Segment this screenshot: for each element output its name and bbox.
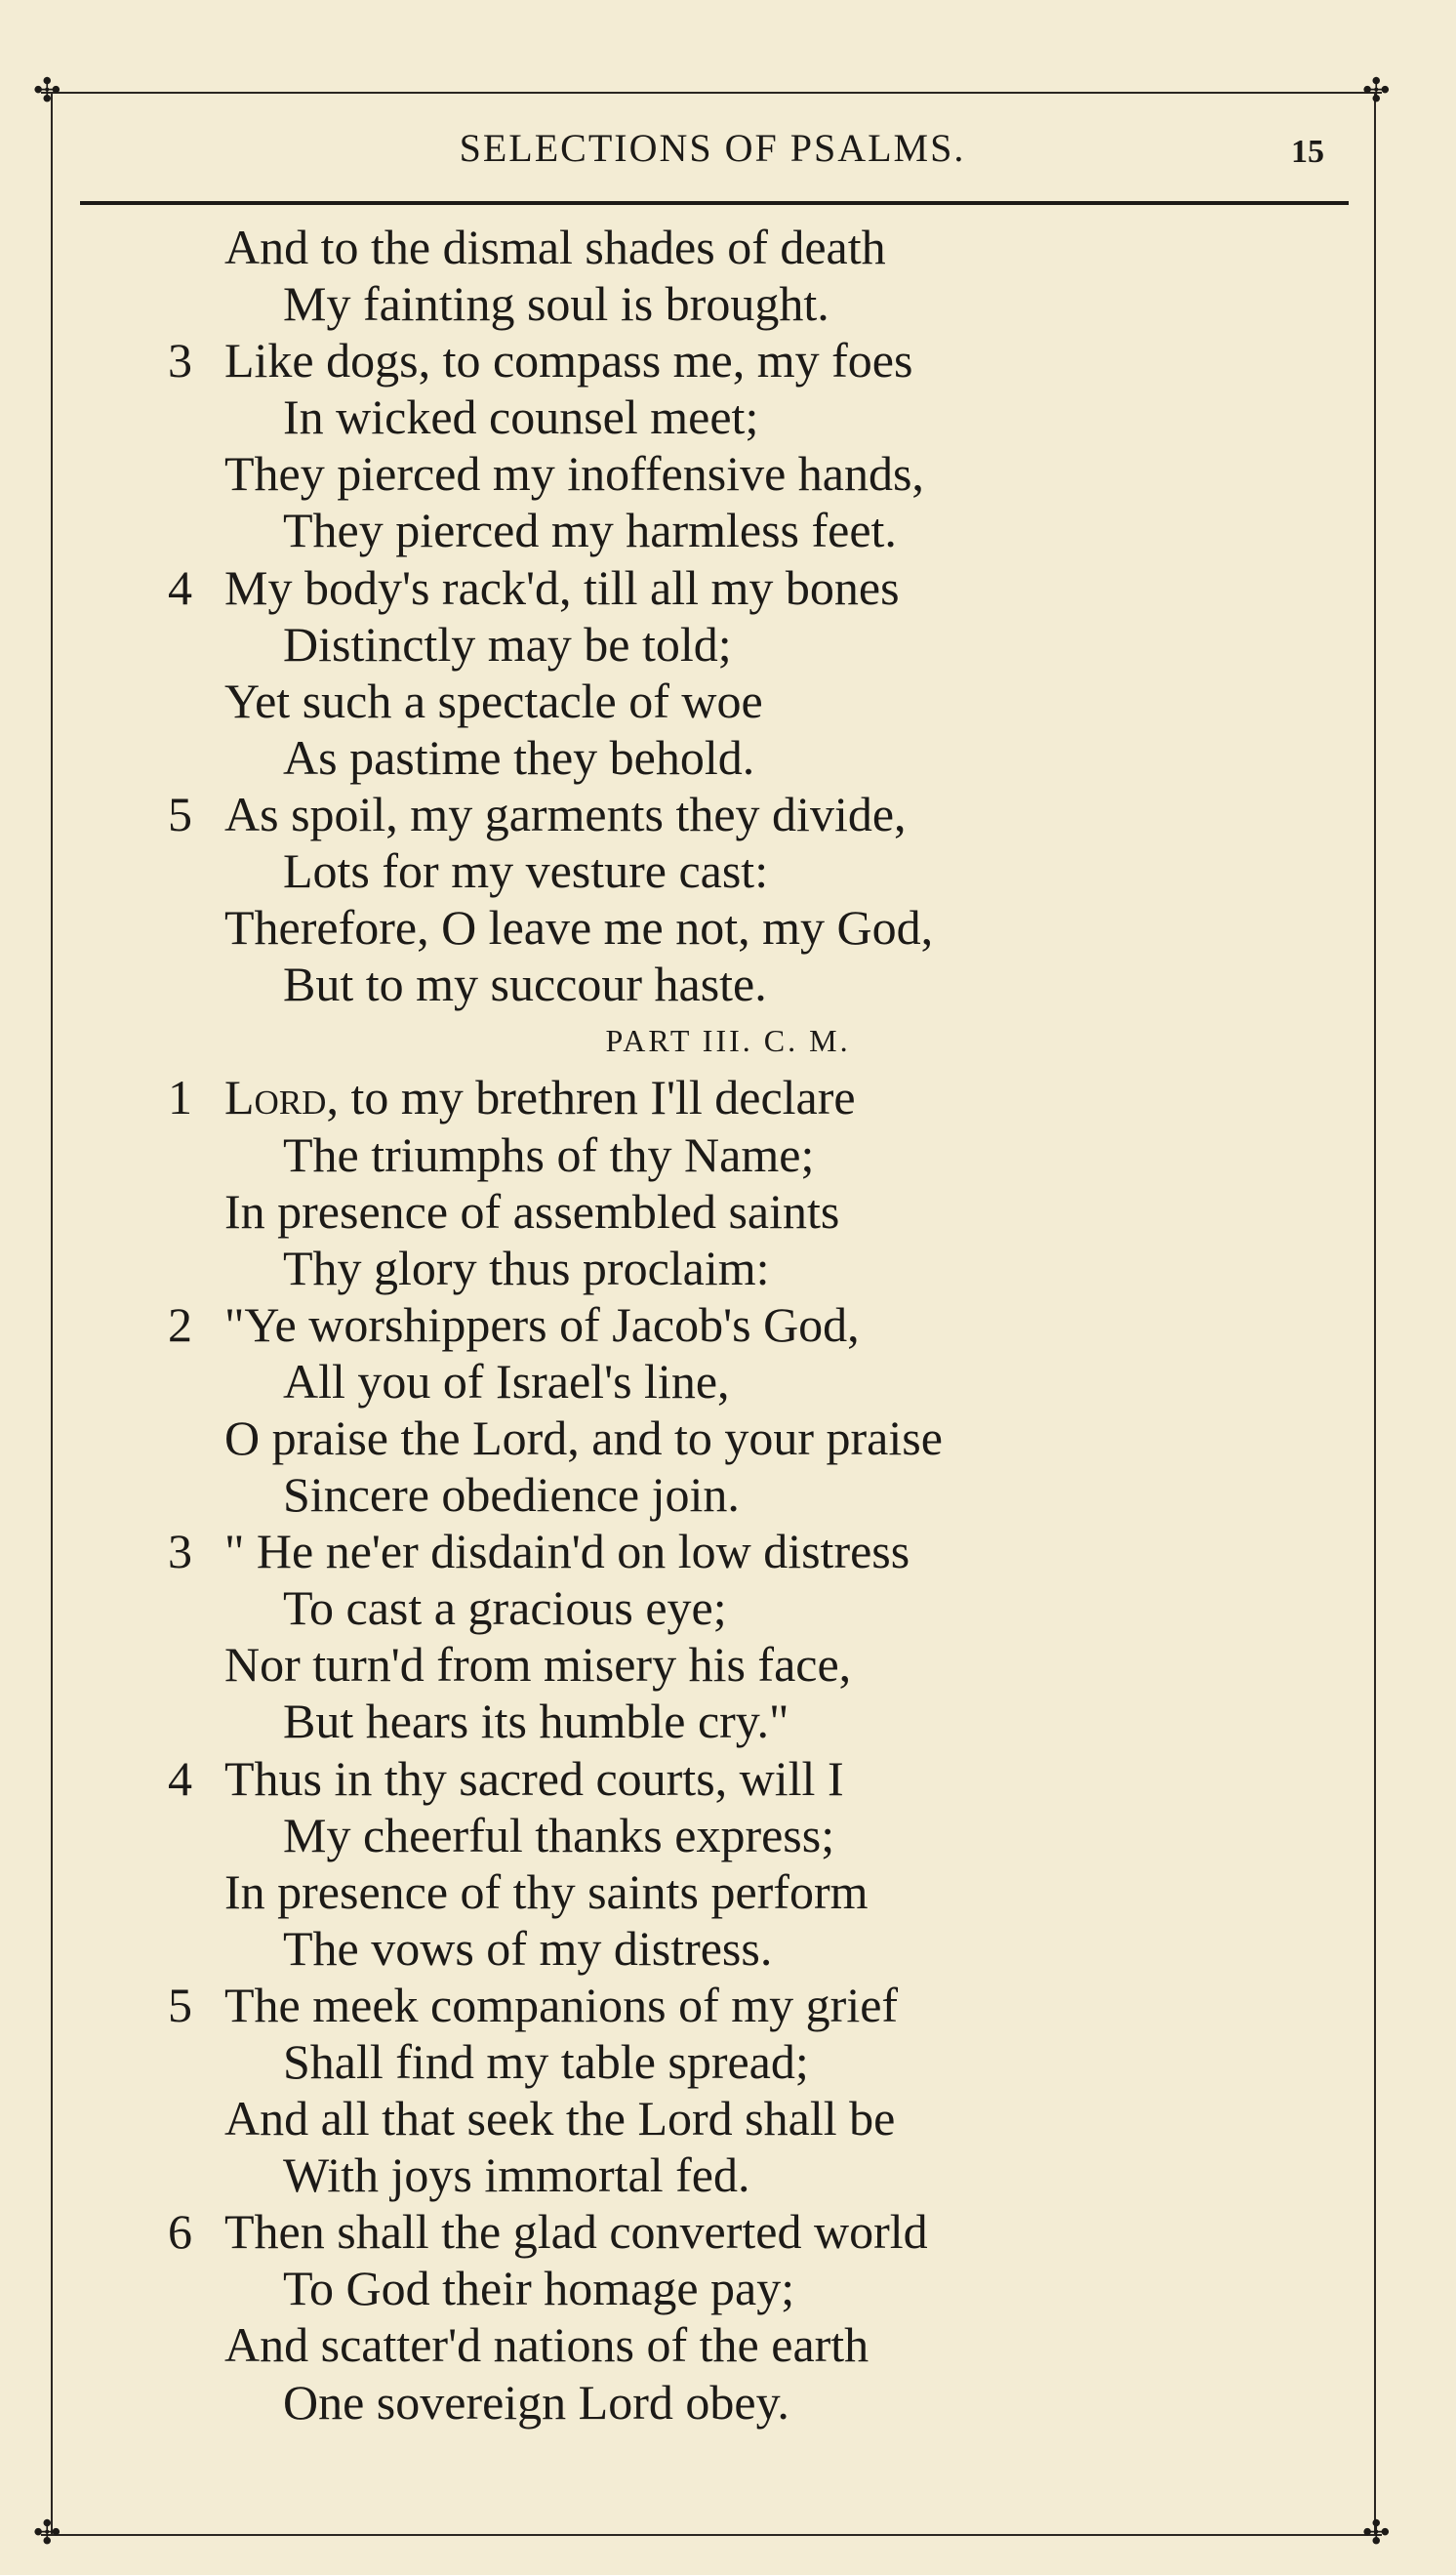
verse-line: [0, 388, 1456, 445]
verse-line: [0, 332, 1456, 388]
verse-line: [0, 502, 1456, 558]
line-text: In wicked counsel meet;: [283, 389, 759, 445]
line-text: They pierced my inoffensive hands,: [224, 446, 924, 502]
corner-ornament-icon: ✣: [1362, 2514, 1391, 2553]
line-text: To God their homage pay;: [283, 2261, 795, 2316]
verse-line: [0, 616, 1456, 673]
verse-line: [0, 445, 1456, 502]
line-text: All you of Israel's line,: [283, 1353, 730, 1409]
verse-line: [0, 1126, 1456, 1183]
line-text: As spoil, my garments they divide,: [224, 786, 907, 841]
section-heading: [0, 1012, 1456, 1069]
verse-line: [0, 1750, 1456, 1807]
frame-top-rule: [41, 92, 1382, 94]
line-text: To cast a gracious eye;: [283, 1580, 727, 1636]
verse-line: [0, 1240, 1456, 1296]
verse-line: [0, 1296, 1456, 1353]
line-text: The vows of my distress.: [283, 1920, 773, 1976]
verse-line: [0, 2260, 1456, 2316]
verse-line: [0, 2203, 1456, 2260]
line-text: Lord, to my brethren I'll declare: [224, 1070, 856, 1125]
stanza-number: 1: [168, 1070, 192, 1125]
line-text: One sovereign Lord obey.: [283, 2374, 789, 2430]
verse-line: [0, 2146, 1456, 2203]
line-text: Then shall the glad converted world: [224, 2204, 928, 2260]
line-text: Lots for my vesture cast:: [283, 843, 769, 899]
verse-line: [0, 842, 1456, 899]
verse-line: [0, 2033, 1456, 2090]
line-text: But to my succour haste.: [283, 957, 767, 1012]
line-text: " He ne'er disdain'd on low distress: [224, 1524, 910, 1579]
line-text: Thy glory thus proclaim:: [283, 1240, 770, 1295]
line-text: They pierced my harmless feet.: [283, 503, 897, 558]
verse-line: [0, 219, 1456, 275]
verse-line: [0, 1920, 1456, 1977]
line-text: Nor turn'd from misery his face,: [224, 1637, 852, 1693]
verse-line: [0, 1807, 1456, 1863]
verse-line: [0, 673, 1456, 729]
line-text: The triumphs of thy Name;: [283, 1126, 815, 1182]
verse-line: [0, 559, 1456, 616]
frame-bottom-rule: [41, 2534, 1382, 2536]
verse-line: [0, 1183, 1456, 1240]
line-text: Thus in thy sacred courts, will I: [224, 1750, 844, 1806]
verse-line: [0, 275, 1456, 332]
line-text: With joys immortal fed.: [283, 2147, 750, 2203]
line-text: My fainting soul is brought.: [283, 276, 829, 332]
stanza-number: 6: [168, 2204, 192, 2260]
corner-ornament-icon: ✣: [1362, 71, 1391, 110]
line-text: As pastime they behold.: [283, 729, 755, 785]
verse-line: [0, 1410, 1456, 1466]
line-text: O praise the Lord, and to your praise: [224, 1410, 943, 1465]
line-text: In presence of thy saints perform: [224, 1863, 869, 1919]
line-text: But hears its humble cry.": [283, 1694, 789, 1749]
line-text: And to the dismal shades of death: [224, 220, 886, 274]
verse-line: [0, 2316, 1456, 2373]
line-text: And all that seek the Lord shall be: [224, 2091, 896, 2146]
verse-line: [0, 899, 1456, 956]
line-text: Distinctly may be told;: [283, 616, 732, 672]
line-text: "Ye worshippers of Jacob's God,: [224, 1296, 860, 1352]
header-rule: [80, 201, 1349, 205]
line-text: My body's rack'd, till all my bones: [224, 559, 900, 615]
verse-line: [0, 956, 1456, 1012]
stanza-number: 5: [168, 786, 192, 841]
stanza-number: 5: [168, 1977, 192, 2032]
line-text: PART III. C. M.: [605, 1023, 851, 1059]
corner-ornament-icon: ✣: [33, 71, 61, 110]
stanza-number: 4: [168, 559, 192, 615]
verse-line: [0, 1353, 1456, 1410]
line-text: The meek companions of my grief: [224, 1977, 899, 2032]
verse-line: [0, 729, 1456, 786]
verse-line: [0, 1466, 1456, 1523]
verse-line: [0, 1069, 1456, 1125]
line-text: And scatter'd nations of the earth: [224, 2317, 870, 2373]
stanza-number: 3: [168, 1524, 192, 1579]
line-text: Therefore, O leave me not, my God,: [224, 900, 934, 956]
running-head-title: SELECTIONS OF PSALMS.: [459, 126, 966, 170]
verse-line: [0, 1636, 1456, 1693]
stanza-number: 3: [168, 333, 192, 388]
verse-line: [0, 2090, 1456, 2146]
verse-line: [0, 2374, 1456, 2431]
line-text: Shall find my table spread;: [283, 2034, 809, 2089]
line-text: My cheerful thanks express;: [283, 1807, 835, 1862]
verse-line: [0, 1579, 1456, 1636]
psalm-text: [0, 219, 1456, 2431]
verse-line: [0, 786, 1456, 842]
verse-line: [0, 1693, 1456, 1749]
verse-line: [0, 1977, 1456, 2033]
line-text: In presence of assembled saints: [224, 1183, 840, 1239]
page-number: 15: [1291, 134, 1324, 170]
line-text: Like dogs, to compass me, my foes: [224, 333, 913, 388]
stanza-number: 2: [168, 1296, 192, 1352]
stanza-number: 4: [168, 1750, 192, 1806]
verse-line: [0, 1863, 1456, 1920]
verse-line: [0, 1523, 1456, 1579]
line-text: Sincere obedience join.: [283, 1467, 740, 1523]
line-text: Yet such a spectacle of woe: [224, 673, 763, 728]
corner-ornament-icon: ✣: [33, 2514, 61, 2553]
